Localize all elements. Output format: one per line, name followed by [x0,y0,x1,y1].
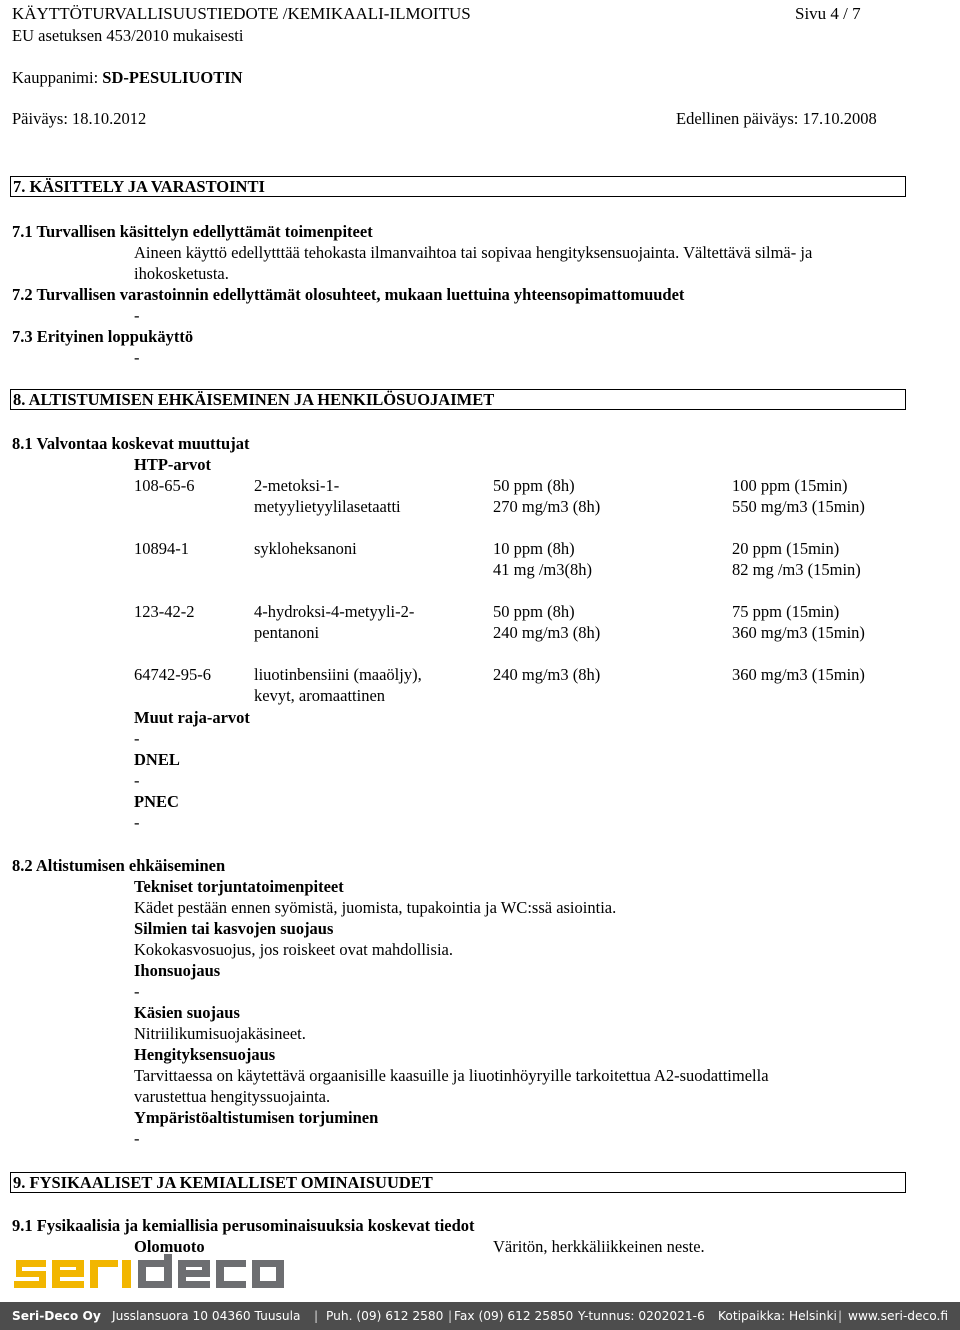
htp-label: HTP-arvot [134,455,211,474]
limit-15min-mg: 550 mg/m3 (15min) [732,497,865,516]
limit-15min-mg: 82 mg /m3 (15min) [732,560,861,579]
footer-separator: | [448,1309,453,1323]
section-7-2-value: - [134,306,140,325]
substance-name: 2-metoksi-1- [254,476,340,495]
section-8-heading: 8. ALTISTUMISEN EHKÄISEMINEN JA HENKILÖSUOJAIMET [10,389,906,410]
limit-8h-mg: 240 mg/m3 (8h) [493,623,601,642]
skin-protection-label: Ihonsuojaus [134,961,221,980]
other-limits-value: - [134,729,140,748]
footer-domicile: Kotipaikka: Helsinki [718,1309,837,1323]
section-7-heading: 7. KÄSITTELY JA VARASTOINTI [10,176,906,197]
dnel-value: - [134,771,140,790]
eye-protection-value: Kokokasvosuojus, jos roiskeet ovat mahdollisia. [134,940,453,959]
page-number: Sivu 4 / 7 [795,4,861,23]
eye-protection-label: Silmien tai kasvojen suojaus [134,919,334,938]
technical-measures-label: Tekniset torjuntatoimenpiteet [134,877,344,896]
substance-name: liuotinbensiini (maaöljy), [254,665,422,684]
cas-number: 10894-1 [134,539,189,558]
limit-15min-mg: 360 mg/m3 (15min) [732,665,865,684]
previous-date: Edellinen päiväys: 17.10.2008 [676,109,877,128]
section-7-1-text-2: ihokosketusta. [134,264,229,283]
skin-protection-value: - [134,982,140,1001]
cas-number: 108-65-6 [134,476,195,495]
footer-business-id: Y-tunnus: 0202021-6 [578,1309,705,1323]
other-limits-label: Muut raja-arvot [134,708,250,727]
document-title: KÄYTTÖTURVALLISUUSTIEDOTE /KEMIKAALI-ILMOITUS [12,4,471,23]
footer-separator: | [314,1309,319,1323]
cas-number: 123-42-2 [134,602,195,621]
trade-name-row [12,67,243,88]
appearance-label: Olomuoto [134,1237,205,1256]
footer-address: Jusslansuora 10 04360 Tuusula [112,1309,301,1323]
date: Päiväys: 18.10.2012 [12,109,147,128]
section-7-1-text-1: Aineen käyttö edellytttää tehokasta ilmanvaihtoa tai sopivaa hengityksensuojainta. Vältettävä silmä- ja [134,243,813,262]
footer-bar [0,1302,960,1330]
section-8-1-title: 8.1 Valvontaa koskevat muuttujat [12,434,250,453]
technical-measures-value: Kädet pestään ennen syömistä, juomista, tupakointia ja WC:ssä asiointia. [134,898,617,917]
substance-name-cont: kevyt, aromaattinen [254,686,386,705]
trade-name: SD-PESULIUOTIN [102,68,243,87]
seri-deco-logo [12,1252,322,1296]
footer-fax: Fax (09) 612 25850 [454,1309,574,1323]
dnel-label: DNEL [134,750,180,769]
trade-name-label: Kauppanimi: [12,68,99,87]
regulation-note: EU asetuksen 453/2010 mukaisesti [12,26,244,45]
limit-15min: 100 ppm (15min) [732,476,848,495]
section-7-3-title: 7.3 Erityinen loppukäyttö [12,327,194,346]
limit-15min: 75 ppm (15min) [732,602,840,621]
cas-number: 64742-95-6 [134,665,211,684]
section-8-2-title: 8.2 Altistumisen ehkäiseminen [12,856,226,875]
hand-protection-value: Nitriilikumisuojakäsineet. [134,1024,306,1043]
section-7-2-title: 7.2 Turvallisen varastoinnin edellyttämät olosuhteet, mukaan luettuina yhteensopimattomuudet [12,285,685,304]
section-7-3-value: - [134,348,140,367]
substance-name-cont: pentanoni [254,623,320,642]
respiratory-protection-value-1: Tarvittaessa on käytettävä orgaanisille kaasuille ja liuotinhöyryille tarkoitettua A2-suodattimella [134,1066,769,1085]
footer-company: Seri-Deco Oy [12,1309,101,1323]
limit-8h: 50 ppm (8h) [493,476,575,495]
pnec-value: - [134,813,140,832]
hand-protection-label: Käsien suojaus [134,1003,240,1022]
section-7-1-title: 7.1 Turvallisen käsittelyn edellyttämät toimenpiteet [12,222,373,241]
limit-8h: 50 ppm (8h) [493,602,575,621]
limit-15min: 20 ppm (15min) [732,539,840,558]
substance-name: 4-hydroksi-4-metyyli-2- [254,602,415,621]
footer-website[interactable]: www.seri-deco.fi [848,1309,949,1323]
substance-name-cont: metyylietyylilasetaatti [254,497,401,516]
limit-8h: 10 ppm (8h) [493,539,575,558]
section-9-heading: 9. FYSIKAALISET JA KEMIALLISET OMINAISUUDET [10,1172,906,1193]
substance-name: sykloheksanoni [254,539,357,558]
limit-8h-mg: 41 mg /m3(8h) [493,560,592,579]
footer-phone: Puh. (09) 612 2580 [326,1309,444,1323]
environmental-exposure-label: Ympäristöaltistumisen torjuminen [134,1108,379,1127]
footer-separator: | [838,1309,843,1323]
section-9-1-title: 9.1 Fysikaalisia ja kemiallisia perusominaisuuksia koskevat tiedot [12,1216,475,1235]
limit-8h-mg: 270 mg/m3 (8h) [493,497,601,516]
respiratory-protection-label: Hengityksensuojaus [134,1045,276,1064]
limit-15min-mg: 360 mg/m3 (15min) [732,623,865,642]
respiratory-protection-value-2: varustettua hengityssuojainta. [134,1087,331,1106]
pnec-label: PNEC [134,792,179,811]
environmental-exposure-value: - [134,1129,140,1148]
limit-8h-mg: 240 mg/m3 (8h) [493,665,601,684]
appearance-value: Väritön, herkkäliikkeinen neste. [493,1237,705,1256]
